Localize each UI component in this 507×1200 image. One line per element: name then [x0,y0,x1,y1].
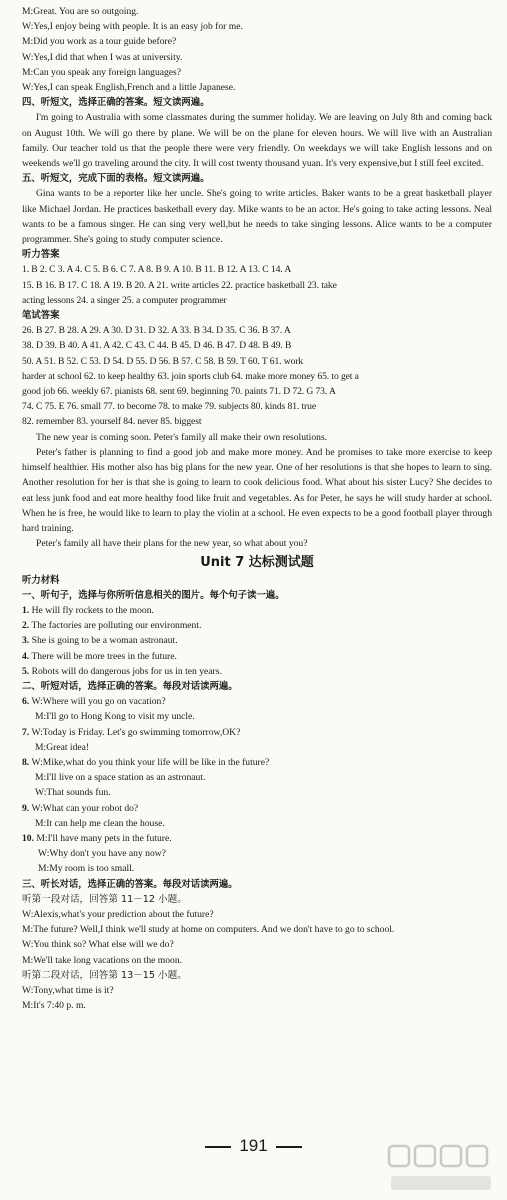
dialogue-line: 6. W:Where will you go on vacation? [22,696,166,708]
listening-answers-heading: 听力答案 [22,249,60,261]
answer-line: 38. D 39. B 40. A 41. A 42. C 43. C 44. B 45. D 46. B 47. D 48. B 49. B [22,340,292,352]
answer-line: 1. B 2. C 3. A 4. C 5. B 6. C 7. A 8. B 9. A 10. B 11. B 12. A 13. C 14. A [22,264,292,276]
part2-lines [22,694,492,876]
answer-line: 74. C 75. E 76. small 77. to become 78. to make 79. subjects 80. kinds 81. true [22,401,316,413]
instruction-line: 听第二段对话，回答第 13－15 小题。 [22,969,187,981]
answer-line: 15. B 16. B 17. C 18. A 19. B 20. A 21. write articles 22. practice basketball 23. take [22,279,337,291]
dialogue-line: M:My room is too small. [38,863,135,875]
section4-heading: 四、听短文，选择正确的答案。短文读两遍。 [22,97,210,109]
dash-right [276,1146,302,1148]
answer-line: 82. remember 83. yourself 84. never 85. biggest [22,416,202,428]
dialogue-line: M:The future? Well,I think we'll study at home on computers. And we don't have to go to school. [22,924,395,936]
part3-heading: 三、听长对话，选择正确的答案。每段对话读两遍。 [22,878,238,890]
answer-line: harder at school 62. to keep healthy 63. join sports club 64. make more money 65. to get a [22,370,359,382]
dialogue-line: M:Can you speak any foreign languages? [22,66,182,78]
dialogue-line: M:We'll take long vacations on the moon. [22,954,183,966]
essay-paragraph: Peter's father is planning to find a good job and make more money. And he promises to take more exercise to keep himself healthier. His mother also has big plans for the new year. One of her resolutions is that she hopes to learn to sing. Another resolution for her is that she is going to learn to cook delicious food. What about his sister Lucy? She decides to eat less junk food and eat more healthy food like fruit and vegetables. As for Peter, he says he will study harder at school. When he is free, he would like to learn to play the violin at a school. He even expects to be a good football player through hard training. [22,446,492,534]
dialogue-line: 10. M:I'll have many pets in the future. [22,832,172,844]
dialogue-line: M:It's 7:40 p. m. [22,1000,86,1012]
list-item: 1. He will fly rockets to the moon. [22,604,154,616]
dialogue-line: M:It can help me clean the house. [35,817,165,829]
section5-heading: 五、听短文，完成下面的表格。短文读两遍。 [22,173,210,185]
unit-title: Unit 7 达标测试题 [200,555,314,571]
section5-text: Gina wants to be a reporter like her uncle. She's going to write articles. Baker wants to be a great basketball player like Michael Jordan. He practices basketball every day. Mike wants to be an actor. He's going to take acting lessons. Neal wants to be a famous singer. He can sing very well,but he needs to take singing lessons. Alice wants to be a computer programmer. She's going to study computer science. [22,188,492,246]
dialogue-line: M:Great. You are so outgoing. [22,6,139,17]
answer-line: 50. A 51. B 52. C 53. D 54. D 55. D 56. B 57. C 58. B 59. T 60. T 61. work [22,355,304,367]
dialogue-line: W:Why don't you have any now? [38,848,166,860]
section4-text: I'm going to Australia with some classmates during the summer holiday. We are leaving on July 8th and coming back on August 10th. We will go there by plane. We will be on the plane for eleven hours. We will live with an Australian family. Our teacher told us that the people there were very friendly. On weekdays we will take English lessons and on weekends we'll go traveling around the city. It will cost twenty thousand yuan. It's very expensive,but I still feel excited. [22,112,492,170]
dialogue-line: M:Great idea! [35,741,90,753]
written-answers-heading: 笔试答案 [22,310,60,322]
dialogue-line: 7. W:Today is Friday. Let's go swimming tomorrow,OK? [22,726,241,738]
dialogue-line: M:Did you work as a tour guide before? [22,36,177,48]
dialogue-line: M:I'll go to Hong Kong to visit my uncle. [35,711,195,723]
instruction-line: 听第一段对话，回答第 11－12 小题。 [22,893,187,905]
part2-heading: 二、听短对话，选择正确的答案。每段对话读两遍。 [22,680,238,692]
list-item: 5. Robots will do dangerous jobs for us in ten years. [22,665,222,677]
list-item: 3. She is going to be a woman astronaut. [22,635,178,647]
top-dialogue [22,4,492,95]
dialogue-line: M:I'll live on a space station as an astronaut. [35,772,206,784]
dialogue-line: W:You think so? What else will we do? [22,939,174,951]
list-item: 2. The factories are polluting our environment. [22,620,202,632]
dialogue-line: 8. W:Mike,what do you think your life will be like in the future? [22,756,270,768]
part1-items [22,603,492,679]
watermark-logo-icon [385,1142,501,1196]
dialogue-line: 9. W:What can your robot do? [22,802,139,814]
page-number-text: 191 [239,1136,268,1155]
dialogue-line: W:Tony,what time is it? [22,985,114,996]
essay-paragraph: The new year is coming soon. Peter's family all make their own resolutions. [36,431,328,443]
dialogue-line: W:Yes,I can speak English,French and a little Japanese. [22,82,236,94]
dialogue-line: W:Alexis,what's your prediction about the future? [22,908,214,920]
list-item: 4. There will be more trees in the future. [22,650,177,662]
answer-line: good job 66. weekly 67. pianists 68. sent 69. beginning 70. paints 71. D 72. G 73. A [22,386,336,398]
essay [22,430,492,552]
answer-line: 26. B 27. B 28. A 29. A 30. D 31. D 32. A 33. B 34. D 35. C 36. B 37. A [22,325,291,337]
document-page [22,4,492,1013]
dialogue-line: W:Yes,I enjoy being with people. It is an easy job for me. [22,21,243,33]
part1-heading: 一、听句子，选择与你所听信息相关的图片。每个句子读一遍。 [22,589,285,601]
dialogue-line: W:That sounds fun. [35,787,111,799]
essay-paragraph: Peter's family all have their plans for the new year, so what about you? [36,538,308,550]
answer-line: acting lessons 24. a singer 25. a computer programmer [22,294,227,306]
dash-left [205,1146,231,1148]
part3-lines [22,892,492,1014]
listening-material-heading: 听力材料 [22,574,60,586]
dialogue-line: W:Yes,I did that when I was at university. [22,51,183,63]
written-answers [22,323,492,429]
listening-answers [22,262,492,308]
